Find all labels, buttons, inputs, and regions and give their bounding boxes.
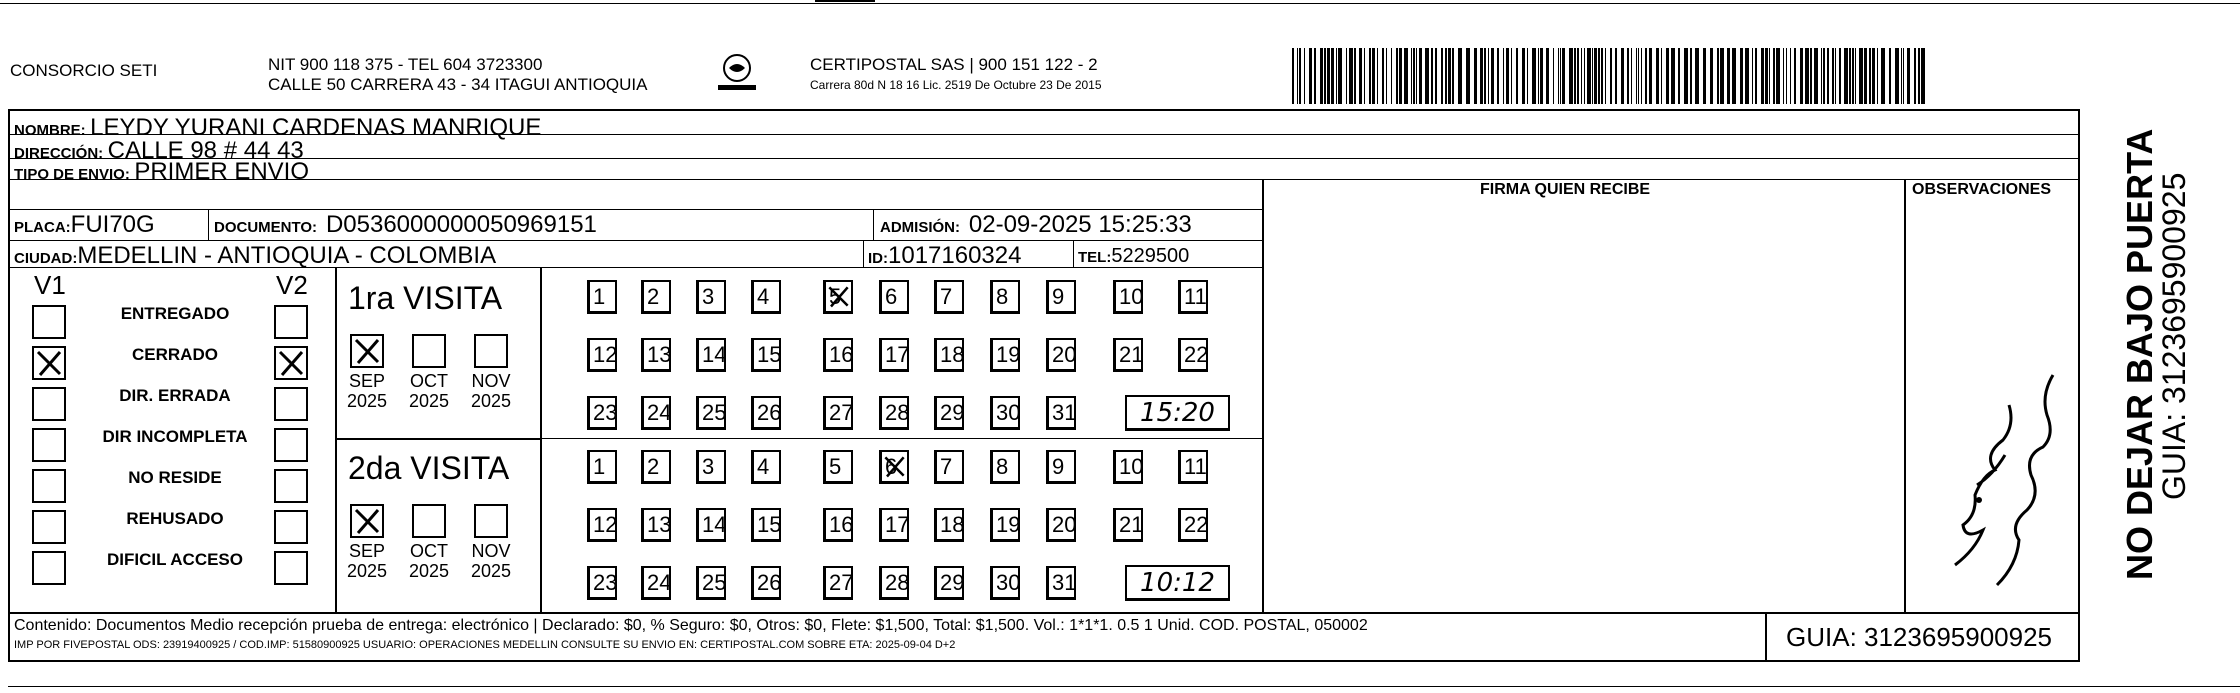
barcode-bar [1877,48,1878,104]
status-label: CERRADO [132,345,218,364]
barcode-bar [1907,48,1910,104]
top-mark [815,0,875,2]
barcode-bar [1666,48,1669,104]
barcode-bar [1895,48,1899,104]
day-box[interactable]: 7 [934,280,964,314]
barcode-bar [1584,48,1585,104]
barcode-bar [1755,48,1757,104]
day-box[interactable]: 11 [1178,280,1208,314]
barcode-bar [1832,48,1834,104]
barcode-bar [1574,48,1576,104]
barcode-bar [1435,48,1437,104]
barcode-bar [1810,48,1812,104]
v1-checkbox[interactable] [32,346,66,380]
day-box[interactable]: 9 [1046,280,1076,314]
day-box[interactable]: 24 [641,396,671,430]
day-box[interactable]: 1 [587,280,617,314]
barcode-bar [1835,48,1836,104]
barcode-bar [1474,48,1477,104]
day-box[interactable]: 6 [879,450,909,484]
barcode [1292,48,1932,104]
barcode-bar [1391,48,1392,104]
barcode-bar [1466,48,1470,104]
company-name: CONSORCIO SETI [10,61,158,80]
barcode-bar [1324,48,1326,104]
day-box[interactable]: 14 [696,338,726,372]
day-box[interactable]: 30 [990,566,1020,600]
day-box[interactable]: 21 [1113,338,1143,372]
v1-checkbox[interactable] [32,551,66,585]
barcode-bar [1821,48,1822,104]
barcode-bar [1740,48,1743,104]
documento-label: DOCUMENTO: [214,219,318,236]
barcode-bar [1903,48,1904,104]
nit-line: NIT 900 118 375 - TEL 604 3723300 [268,55,543,74]
barcode-bar [1411,48,1412,104]
barcode-bar [1560,48,1561,104]
barcode-bar [1382,48,1384,104]
day-box[interactable]: 23 [587,566,617,600]
barcode-bar [1419,48,1422,104]
barcode-bar [1776,48,1780,104]
v1-checkbox[interactable] [32,469,66,503]
day-box[interactable]: 31 [1046,396,1076,430]
visit-time: 15:20 [1125,395,1230,431]
day-box[interactable]: 17 [879,338,909,372]
documento-value: D0536000000050969151 [325,211,597,238]
month-label: OCT 2025 [408,371,450,411]
day-box[interactable]: 22 [1178,508,1208,542]
barcode-bar [1546,48,1549,104]
barcode-bar [1671,48,1675,104]
barcode-bar [1849,48,1851,104]
month-label: NOV 2025 [470,541,512,581]
barcode-bar [1377,48,1378,104]
barcode-bar [1631,48,1632,104]
barcode-bar [1636,48,1637,104]
barcode-bar [1452,48,1454,104]
day-box[interactable]: 16 [823,508,853,542]
frame-top [8,109,2080,111]
no-dejar-bajo-puerta: NO DEJAR BAJO PUERTA [2119,128,2160,580]
signature [1935,335,2075,595]
barcode-bar [1320,48,1323,104]
status-label: DIR. ERRADA [119,386,231,405]
top-edge [0,3,2240,4]
day-box[interactable]: 1 [587,450,617,484]
barcode-bar [1386,48,1387,104]
admision-label: ADMISIÓN: [880,219,960,236]
barcode-bar [1354,48,1356,104]
day-box[interactable]: 24 [641,566,671,600]
day-box[interactable]: 30 [990,396,1020,430]
v2-checkbox[interactable] [274,346,308,380]
barcode-bar [1914,48,1916,104]
barcode-bar [1491,48,1494,104]
barcode-bar [1304,48,1305,104]
barcode-bar [1553,48,1554,104]
nombre-value: LEYDY YURANI CARDENAS MANRIQUE [90,114,542,141]
barcode-bar [1732,48,1736,104]
barcode-bar [1594,48,1597,104]
barcode-bar [1918,48,1920,104]
visit-title: 1ra VISITA [348,280,503,316]
barcode-bar [1645,48,1647,104]
barcode-bar [1331,48,1334,104]
barcode-bar [1752,48,1753,104]
day-box[interactable]: 4 [751,280,781,314]
v2-checkbox[interactable] [274,305,308,339]
day-box[interactable]: 2 [641,280,671,314]
day-box[interactable]: 7 [934,450,964,484]
barcode-bar [1621,48,1624,104]
ciudad-value: MEDELLIN - ANTIOQUIA - COLOMBIA [77,242,497,269]
certipostal-line: CERTIPOSTAL SAS | 900 151 122 - 2 [810,55,1098,74]
barcode-bar [1516,48,1518,104]
barcode-bar [1710,48,1713,104]
day-box[interactable]: 18 [934,508,964,542]
day-box[interactable]: 3 [696,280,726,314]
v1-checkbox[interactable] [32,387,66,421]
day-box[interactable]: 10 [1113,450,1143,484]
barcode-bar [1441,48,1443,104]
tel-label: TEL: [1078,249,1112,266]
barcode-bar [1869,48,1871,104]
ciudad-label: CIUDAD: [14,250,78,267]
placa-value: FUI70G [70,211,155,238]
day-box[interactable]: 29 [934,396,964,430]
barcode-bar [1901,48,1902,104]
day-box[interactable]: 9 [1046,450,1076,484]
barcode-bar [1720,48,1724,104]
barcode-bar [1761,48,1764,104]
day-box[interactable]: 26 [751,396,781,430]
barcode-bar [1327,48,1330,104]
barcode-bar [1598,48,1600,104]
status-label: ENTREGADO [120,304,230,323]
month-checkbox[interactable] [350,504,384,538]
barcode-bar [1794,48,1796,104]
frame-bottom [8,660,2080,662]
side-guia: GUIA: 3123695900925 [2156,172,2192,500]
barcode-bar [1404,48,1408,104]
barcode-bar [1431,48,1433,104]
day-box[interactable]: 21 [1113,508,1143,542]
month-label: OCT 2025 [408,541,450,581]
barcode-bar [1601,48,1603,104]
barcode-bar [1881,48,1885,104]
v1-checkbox[interactable] [32,510,66,544]
day-box[interactable]: 18 [934,338,964,372]
barcode-bar [1538,48,1539,104]
barcode-bar [1823,48,1825,104]
barcode-bar [1511,48,1512,104]
day-box[interactable]: 28 [879,396,909,430]
day-box[interactable]: 6 [879,280,909,314]
barcode-bar [1425,48,1429,104]
status-label: DIR INCOMPLETA [102,427,248,446]
barcode-bar [1800,48,1803,104]
v2-checkbox[interactable] [274,510,308,544]
barcode-bar [1783,48,1784,104]
v2-checkbox[interactable] [274,469,308,503]
month-label: SEP 2025 [346,371,388,411]
barcode-bar [1369,48,1371,104]
day-box[interactable]: 4 [751,450,781,484]
day-box[interactable]: 25 [696,566,726,600]
barcode-bar [1769,48,1770,104]
placa-label: PLACA: [14,219,71,236]
barcode-bar [1349,48,1353,104]
day-box[interactable]: 23 [587,396,617,430]
barcode-bar [1745,48,1749,104]
barcode-bar [1638,48,1639,104]
month-checkbox[interactable] [350,334,384,368]
barcode-bar [1921,48,1925,104]
barcode-bar [1338,48,1342,104]
month-checkbox[interactable] [474,504,508,538]
barcode-bar [1581,48,1582,104]
barcode-bar [1844,48,1848,104]
day-box[interactable]: 8 [990,450,1020,484]
barcode-bar [1690,48,1692,104]
day-box[interactable]: 2 [641,450,671,484]
direccion-label: DIRECCIÓN: [14,145,104,162]
barcode-bar [1314,48,1316,104]
barcode-bar [1827,48,1829,104]
day-box[interactable]: 10 [1113,280,1143,314]
barcode-bar [1558,48,1559,104]
barcode-bar [1790,48,1791,104]
barcode-bar [1506,48,1509,104]
barcode-bar [1864,48,1867,104]
barcode-bar [1396,48,1398,104]
barcode-bar [1309,48,1312,104]
barcode-bar [1649,48,1652,104]
v2-label: V2 [276,270,308,300]
day-box[interactable]: 13 [641,508,671,542]
visit-title: 2da VISITA [348,450,510,486]
barcode-bar [1855,48,1856,104]
day-box[interactable]: 15 [751,508,781,542]
tel-value: 5229500 [1111,245,1190,267]
barcode-bar [1684,48,1688,104]
footer-contenido: Contenido: Documentos Medio recepción prueba de entrega: electrónico | Declarado: $0, % Seguro: $0, Otros: $0, Flete: $1,500, Total: $1,500. Vol.: 1*1*1. 0.5 1 Unid. COD. POSTAL, 050002 [14,617,1368,634]
barcode-bar [1346,48,1347,104]
month-checkbox[interactable] [474,334,508,368]
barcode-bar [1641,48,1642,104]
barcode-bar [1656,48,1659,104]
tipo-label: TIPO DE ENVIO: [14,166,130,183]
barcode-bar [1717,48,1719,104]
barcode-bar [1416,48,1417,104]
barcode-bar [1480,48,1483,104]
barcode-bar [1299,48,1301,104]
id-value: 1017160324 [888,242,1022,269]
day-box[interactable]: 25 [696,396,726,430]
barcode-bar [1522,48,1525,104]
barcode-bar [1413,48,1415,104]
guia-box: GUIA: 3123695900925 [1786,622,2052,652]
barcode-bar [1569,48,1573,104]
day-box[interactable]: 5 [823,450,853,484]
barcode-bar [1695,48,1699,104]
day-box[interactable]: 27 [823,396,853,430]
v2-checkbox[interactable] [274,551,308,585]
barcode-bar [1678,48,1680,104]
barcode-bar [1488,48,1489,104]
barcode-bar [1610,48,1612,104]
day-box[interactable]: 22 [1178,338,1208,372]
barcode-bar [1540,48,1543,104]
day-box[interactable]: 20 [1046,338,1076,372]
day-box[interactable]: 15 [751,338,781,372]
barcode-bar [1484,48,1486,104]
month-checkbox[interactable] [412,504,446,538]
day-box[interactable]: 28 [879,566,909,600]
visit-time: 10:12 [1125,565,1230,601]
barcode-bar [1615,48,1617,104]
day-box[interactable]: 29 [934,566,964,600]
id-label: ID: [868,250,888,267]
barcode-bar [1786,48,1787,104]
day-box[interactable]: 31 [1046,566,1076,600]
day-box[interactable]: 19 [990,338,1020,372]
day-box[interactable]: 20 [1046,508,1076,542]
barcode-bar [1605,48,1606,104]
barcode-bar [1297,48,1298,104]
barcode-bar [1703,48,1706,104]
month-label: NOV 2025 [470,371,512,411]
barcode-bar [1445,48,1447,104]
observaciones-header: OBSERVACIONES [1912,181,2051,198]
day-box[interactable]: 3 [696,450,726,484]
barcode-bar [1458,48,1462,104]
barcode-bar [1448,48,1451,104]
barcode-bar [1532,48,1536,104]
barcode-bar [1336,48,1337,104]
certipostal-logo-icon [712,52,762,96]
day-box[interactable]: 27 [823,566,853,600]
day-box[interactable]: 12 [587,508,617,542]
barcode-bar [1577,48,1579,104]
barcode-bar [1372,48,1375,104]
barcode-bar [1773,48,1775,104]
barcode-bar [1364,48,1365,104]
barcode-bar [1503,48,1504,104]
day-box[interactable]: 14 [696,508,726,542]
barcode-bar [1399,48,1402,104]
barcode-bar [1859,48,1863,104]
address-line: CALLE 50 CARRERA 43 - 34 ITAGUI ANTIOQUIA [268,75,648,94]
footer-imp: IMP POR FIVEPOSTAL ODS: 23919400925 / COD.IMP: 51580900925 USUARIO: OPERACIONES MEDELLIN CONSULTE SU ENVIO EN: CERTIPOSTAL.COM SOBRE ETA: 2025-09-04 D+2 [14,639,956,651]
day-box[interactable]: 26 [751,566,781,600]
barcode-bar [1765,48,1768,104]
barcode-bar [1627,48,1629,104]
v2-checkbox[interactable] [274,387,308,421]
certipostal-address: Carrera 80d N 18 16 Lic. 2519 De Octubre 23 De 2015 [810,78,1102,92]
status-label: DIFICIL ACCESO [106,550,243,569]
day-box[interactable]: 16 [823,338,853,372]
month-label: SEP 2025 [346,541,388,581]
day-box[interactable]: 17 [879,508,909,542]
barcode-bar [1852,48,1854,104]
barcode-bar [1527,48,1528,104]
month-checkbox[interactable] [412,334,446,368]
status-label: REHUSADO [126,509,224,528]
v1-checkbox[interactable] [32,305,66,339]
day-box[interactable]: 8 [990,280,1020,314]
barcode-bar [1727,48,1730,104]
v2-checkbox[interactable] [274,428,308,462]
barcode-bar [1497,48,1499,104]
barcode-bar [1872,48,1875,104]
barcode-bar [1661,48,1662,104]
barcode-bar [1592,48,1593,104]
day-box[interactable]: 19 [990,508,1020,542]
direccion-value: CALLE 98 # 44 43 [107,137,304,164]
tipo-value: PRIMER ENVIO [134,158,310,185]
day-box[interactable]: 12 [587,338,617,372]
v1-label: V1 [34,270,66,300]
barcode-bar [1562,48,1565,104]
day-box[interactable]: 11 [1178,450,1208,484]
barcode-bar [1889,48,1891,104]
status-label: NO RESIDE [128,468,222,487]
day-box[interactable]: 5 [823,280,853,314]
admision-value: 02-09-2025 15:25:33 [968,211,1192,238]
barcode-bar [1839,48,1841,104]
barcode-bar [1814,48,1818,104]
firma-header: FIRMA QUIEN RECIBE [1480,181,1651,198]
barcode-bar [1805,48,1809,104]
nombre-label: NOMBRE: [14,122,86,139]
day-box[interactable]: 13 [641,338,671,372]
barcode-bar [1359,48,1362,104]
v1-checkbox[interactable] [32,428,66,462]
barcode-bar [1292,48,1294,104]
barcode-bar [1587,48,1591,104]
